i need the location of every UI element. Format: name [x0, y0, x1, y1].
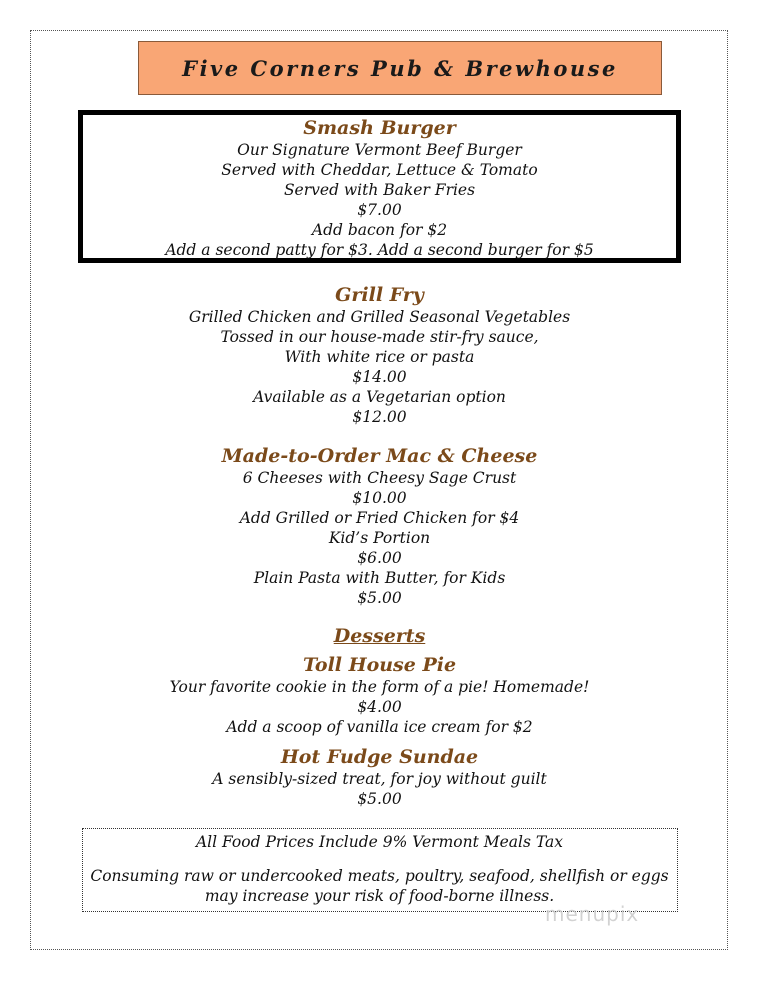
sundae-title: Hot Fudge Sundae [280, 746, 479, 768]
grill-fry-line: Available as a Vegetarian option [253, 388, 506, 406]
mac-cheese-line: 6 Cheeses with Cheesy Sage Crust [242, 469, 517, 487]
mac-cheese-section [0, 444, 759, 608]
grill-fry-line: With white rice or pasta [284, 348, 475, 366]
menu-title: Five Corners Pub & Brewhouse [182, 55, 618, 81]
smash-burger-title: Smash Burger [303, 117, 456, 139]
mac-cheese-line: Plain Pasta with Butter, for Kids [253, 569, 506, 587]
smash-burger-section [0, 116, 759, 260]
food-safety-warning: Consuming raw or undercooked meats, poultry, seafood, shellfish or eggs [90, 867, 669, 885]
smash-burger-line: Add a second patty for $3. Add a second burger for $5 [165, 241, 594, 259]
toll-house-price: $4.00 [357, 698, 402, 716]
mac-cheese-price: $5.00 [357, 589, 402, 607]
toll-house-line: Add a scoop of vanilla ice cream for $2 [226, 718, 533, 736]
mac-cheese-price: $6.00 [357, 549, 402, 567]
notes-section [0, 832, 759, 906]
grill-fry-price: $12.00 [352, 408, 407, 426]
desserts-section [0, 624, 759, 809]
mac-cheese-price: $10.00 [352, 489, 407, 507]
smash-burger-line: Served with Baker Fries [283, 181, 476, 199]
mac-cheese-line: Add Grilled or Fried Chicken for $4 [239, 509, 520, 527]
desserts-heading: Desserts [333, 625, 426, 647]
watermark: menupix [545, 902, 640, 926]
grill-fry-price: $14.00 [352, 368, 407, 386]
toll-house-title: Toll House Pie [302, 654, 457, 676]
mac-cheese-line: Kid’s Portion [328, 529, 431, 547]
mac-cheese-title: Made-to-Order Mac & Cheese [221, 445, 538, 467]
sundae-line: A sensibly-sized treat, for joy without guilt [212, 770, 547, 788]
smash-burger-price: $7.00 [357, 201, 402, 219]
food-safety-warning: may increase your risk of food-borne illness. [204, 887, 555, 905]
smash-burger-line: Add bacon for $2 [311, 221, 448, 239]
smash-burger-line: Served with Cheddar, Lettuce & Tomato [221, 161, 538, 179]
grill-fry-section [0, 283, 759, 427]
grill-fry-line: Tossed in our house-made stir-fry sauce, [220, 328, 539, 346]
sundae-price: $5.00 [357, 790, 402, 808]
toll-house-line: Your favorite cookie in the form of a pie! Homemade! [169, 678, 590, 696]
menu-title-banner [138, 41, 662, 95]
grill-fry-line: Grilled Chicken and Grilled Seasonal Vegetables [188, 308, 571, 326]
tax-note: All Food Prices Include 9% Vermont Meals Tax [195, 833, 563, 851]
smash-burger-line: Our Signature Vermont Beef Burger [237, 141, 522, 159]
grill-fry-title: Grill Fry [335, 284, 424, 306]
